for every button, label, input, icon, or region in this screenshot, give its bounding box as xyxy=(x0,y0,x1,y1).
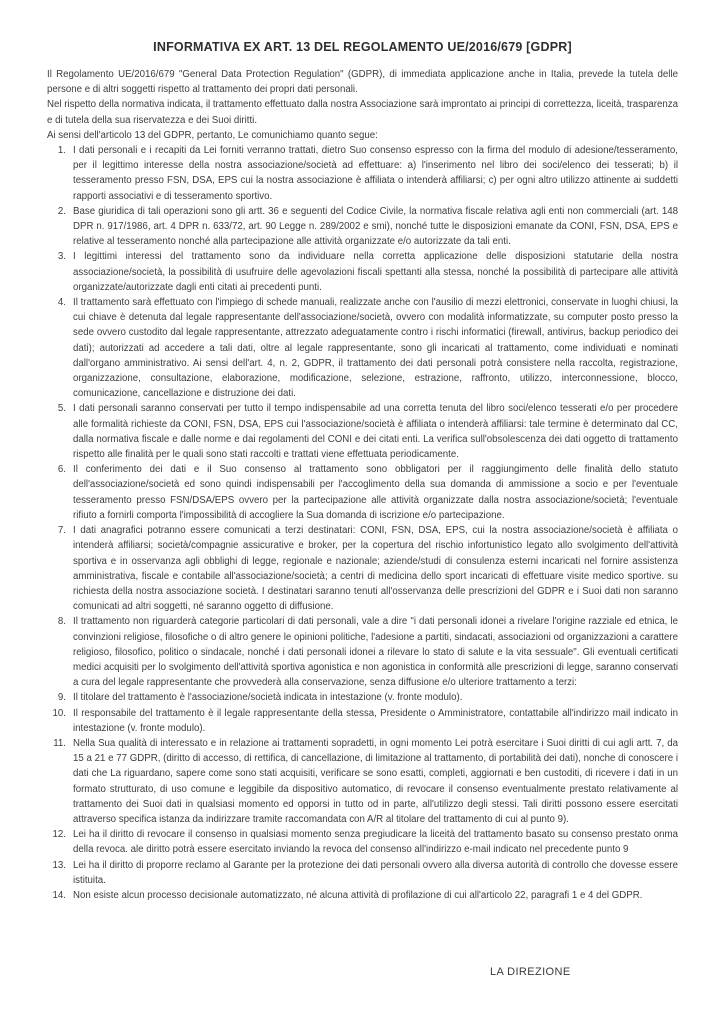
item-number: 1. xyxy=(57,145,66,157)
item-text: Il responsabile del trattamento è il legale rappresentante della stessa, Presidente o Amministratore, contattabile all'indirizzo mail indicato in intestazione (v. fronte modulo). xyxy=(73,707,678,734)
item-text: I dati personali e i recapiti da Lei forniti verranno trattati, dietro Suo consenso espresso con la firma del modulo di adesione/tesseramento, per il legittimo interesse della nostra associazione/società ad effettuare: a) l'inserimento nel libro dei soci/elenco dei tesserati; b) il tesseramento presso FSN, DSA, EPS cui la nostra associazione è affiliata o intenderà affiliarsi; c) per ogni altro utilizzo attinente ai suddetti rapporti associativi e di tesseramento sportivo. xyxy=(73,145,678,202)
item-text: Lei ha il diritto di proporre reclamo al Garante per la protezione dei dati personali ovvero alla diversa autorità di controllo che dovesse essere istituita. xyxy=(73,859,678,886)
list-item xyxy=(47,204,678,250)
list-item xyxy=(47,690,678,705)
item-number: 11. xyxy=(53,737,66,749)
item-text: Lei ha il diritto di revocare il consenso in qualsiasi momento senza pregiudicare la liceità del trattamento basato su consenso prestato onma della revoca. ale diritto potrà essere esercitato inviando la revoca del consenso all'indirizzo e-mail indicato nel precedente punto 9 xyxy=(73,829,678,856)
item-number: 13. xyxy=(52,859,66,871)
list-item xyxy=(47,858,678,888)
item-number: 10. xyxy=(52,707,66,719)
page-title: INFORMATIVA EX ART. 13 DEL REGOLAMENTO UE/2016/679 [GDPR] xyxy=(153,40,572,54)
list-item xyxy=(47,295,678,401)
item-number: 7. xyxy=(57,525,66,537)
item-text: Base giuridica di tali operazioni sono gli artt. 36 e seguenti del Codice Civile, la normativa fiscale relativa agli enti non commerciali (art. 148 DPR n. 917/1986, art. 4 DPR n. 633/72, art. 90 Legge n. 289/2002 e smi), nonché tutte le disposizioni emanate da CONI, FSN, DSA, EPS e relative al tesseramento nonché alla partecipazione alle attività organizzate e/o autorizzate da tali enti. xyxy=(73,205,678,248)
list-item xyxy=(47,706,678,736)
item-number: 6. xyxy=(57,464,66,476)
item-number: 9. xyxy=(57,692,66,704)
item-text: Il titolare del trattamento è l'associazione/società indicata in intestazione (v. fronte modulo). xyxy=(73,692,463,704)
intro-paragraph: Il Regolamento UE/2016/679 "General Data Protection Regulation" (GDPR), di immediata applicazione anche in Italia, prevede la tutela delle persone e di altri soggetti rispetto al trattamento dei propri dati personali. xyxy=(47,69,678,96)
item-number: 14. xyxy=(52,889,66,901)
list-item xyxy=(47,888,678,903)
signature-line: LA DIREZIONE xyxy=(490,966,571,978)
item-text: I legittimi interessi del trattamento sono da individuare nella corretta applicazione delle disposizioni statutarie della nostra associazione/società, la possibilità di usufruire delle agevolazioni fiscali spettanti alla stessa, nonché la possibilità di partecipare alle attività organizzate/autorizzate dagli enti citati ai precedenti punti. xyxy=(73,251,678,293)
item-text: Non esiste alcun processo decisionale automatizzato, né alcuna attività di profilazione di cui all'articolo 22, paragrafi 1 e 4 del GDPR. xyxy=(73,889,643,901)
intro-paragraph: Nel rispetto della normativa indicata, il trattamento effettuato dalla nostra Associazione sarà improntato ai principi di correttezza, liceità, trasparenza e di tutela della sua riservatezza e dei Suoi diritti. xyxy=(47,99,678,126)
intro-paragraph: Ai sensi dell'articolo 13 del GDPR, pertanto, Le comunichiamo quanto segue: xyxy=(47,129,378,141)
list-item xyxy=(47,523,678,614)
numbered-list xyxy=(47,143,678,903)
list-item xyxy=(47,614,678,690)
item-text: Nella Sua qualità di interessato e in relazione ai trattamenti sopradetti, in ogni momento Lei potrà esercitare i Suoi diritti di cui agli artt. 7, da 15 a 21 e 77 GDPR, (diritto di accesso, di rettifica, di cancellazione, di limitazione al trattamento, di portabilità dei dati), nonche di conoscere i dati che La riguardano, sapere come sono stati acquisiti, verificare se sono esatti, completi, aggiornati e ben custoditi, di ricevere i dati in un formato strutturato, di uso comune e leggibile da dispositivo automatico, di revocare il consenso eventualmente prestato relativamente al trattamento dei Suoi dati in qualsiasi momento ed opporsi in tutto od in parte, all'utilizzo degli stessi. Tali diritti possono essere esercitati attraverso specifica istanza da indirizzare tramite raccomandata con A/R al titolare del trattamento di cui al punto 9). xyxy=(73,737,678,825)
item-number: 12. xyxy=(52,829,66,841)
list-item xyxy=(47,462,678,523)
item-number: 2. xyxy=(57,205,66,217)
item-text: I dati personali saranno conservati per tutto il tempo indispensabile ad una corretta tenuta del libro soci/elenco tesserati e/o per procedere alle formalità richieste da CONI, FSN, DSA, EPS cui l'associazione/società è affiliata o intenderà affiliarsi: tale termine è determinato dal CC, dalla normativa fiscale e dalle norme e dai regolamenti del CONI e dei citati enti. La verifica sull'obsolescenza dei dati oggetto di trattamento rispetto alle finalità per le quali sono stati raccolti e trattati viene effettuata periodicamente. xyxy=(73,403,678,461)
list-item xyxy=(47,401,678,462)
list-item xyxy=(47,736,678,827)
list-item xyxy=(47,143,678,204)
item-number: 3. xyxy=(57,251,66,263)
item-text: Il trattamento sarà effettuato con l'impiego di schede manuali, realizzate anche con l'ausilio di mezzi elettronici, conservate in luoghi chiusi, la cui chiave è detenuta dal legale rappresentante dell'associazione/società, ovvero con modalità informatizzate, su computer posto presso la sede ovvero custodito dal legale rappresentante, attrezzato adeguatamente contro i rischi informatici (firewall, antivirus, backup periodico dei dati); autorizzati ad accedere a tali dati, oltre al legale rappresentante, sono gli incaricati al trattamento, come individuati e nominati dall'organo amministrativo. Ai sensi dell'art. 4, n. 2, GDPR, il trattamento dei dati personali potrà consistere nella raccolta, registrazione, organizzazione, consultazione, elaborazione, modificazione, selezione, estrazione, raffronto, utilizzo, interconnessione, blocco, comunicazione, cancellazione e distruzione dei dati. xyxy=(73,297,678,400)
item-text: Il trattamento non riguarderà categorie particolari di dati personali, vale a dire "i dati personali idonei a rivelare l'origine razziale ed etnica, le convinzioni religiose, filosofiche o di altro genere le opinioni politiche, l'adesione a partiti, sindacati, associazioni od organizzazioni a carattere religioso, filosofico, politico o sindacale, nonché i dati personali idonei a rilevare lo stato di salute e la vita sessuale". Gli eventuali certificati medici acquisiti per lo svolgimento dell'attività sportiva agonistica e non agonistica in conformità alle prescrizioni di legge, saranno conservati a cura del legale rappresentante che provvederà alla conservazione, senza diffusione e/o ulteriore trattamento a terzi: xyxy=(73,616,678,689)
list-item xyxy=(47,827,678,857)
intro-section xyxy=(47,67,678,143)
item-number: 8. xyxy=(57,616,66,628)
item-text: I dati anagrafici potranno essere comunicati a terzi destinatari: CONI, FSN, DSA, EPS, cui la nostra associazione/società è affiliata o intenderà affiliarsi; società/compagnie assicurative e broker, per la copertura del rischio infortunistico legato allo svolgimento dell'attività sportiva e in osservanza agli obblighi di legge, regionale e nazionale; aziende/studi di consulenza esterni incaricati nel fornire assistenza amministrativa, fiscale e contabile all'associazione/società; a centri di medicina dello sport incaricati di effettuare visite medico sportive. su richiesta della nostra associazione società. I destinatari saranno tenuti all'osservanza delle prescrizioni del GDPR e i Suoi dati non saranno comunicati ad altri soggetti, né saranno oggetto di diffusione. xyxy=(73,525,678,613)
item-text: Il conferimento dei dati e il Suo consenso al trattamento sono obbligatori per il raggiungimento delle finalità dello statuto dell'associazione/società ed sono quindi indispensabili per l'accoglimento della sua domanda di ammissione a socio e per l'eventuale tesseramento presso FSN/DSA/EPS ovvero per la partecipazione alle attività organizzate dalla nostra associazione/società; l'eventuale rifiuto a fornirli comporta l'impossibilità di accogliere la Sua domanda di iscrizione e/o partecipazione. xyxy=(73,464,678,521)
item-number: 5. xyxy=(57,403,66,415)
item-number: 4. xyxy=(57,297,66,309)
list-item xyxy=(47,249,678,295)
